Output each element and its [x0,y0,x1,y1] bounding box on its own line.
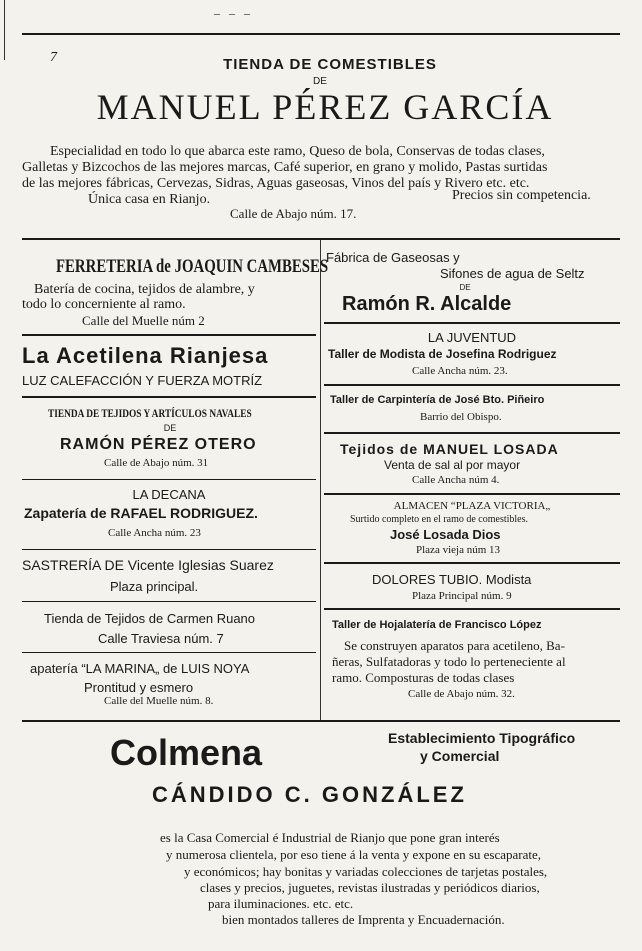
sastreria-address: Plaza principal. [110,579,199,594]
juventud-line: Taller de Modista de Josefina Rodriguez [328,347,557,361]
left-rule-2 [22,396,316,398]
left-rule-1 [22,334,316,336]
tubio-line: DOLORES TUBIO. Modista [372,572,532,587]
main-ad-de: DE [313,76,327,87]
main-ad-precios: Precios sin competencia. [452,188,591,203]
tejidos-navales-owner: RAMÓN PÉREZ OTERO [60,436,257,453]
almacen-address: Plaza vieja núm 13 [416,544,501,556]
right-rule-4 [324,493,620,495]
marina-line-2: Prontitud y esmero [84,680,194,695]
main-ad-owner: MANUEL PÉREZ GARCÍA [96,87,554,127]
tejidos-navales-title: TIENDA DE TEJIDOS Y ARTÍCULOS NAVALES [48,406,252,420]
hojalateria-address: Calle de Abajo núm. 32. [408,688,515,700]
decana-line: Zapatería de RAFAEL RODRIGUEZ. [24,505,258,521]
colmena-line-3: y económicos; hay bonitas y variadas colecciones de tarjetas postales, [184,864,548,879]
almacen-owner: José Losada Dios [390,527,501,542]
main-ad-unica: Única casa en Rianjo. [88,192,211,207]
left-margin-line [4,0,5,60]
gaseosas-de: DE [459,283,471,292]
gaseosas-owner: Ramón R. Alcalde [342,293,512,315]
left-rule-6 [22,652,316,653]
right-rule-6 [324,608,620,610]
colmena-establecimiento-2: y Comercial [420,748,500,764]
section-rule-1 [22,238,620,240]
losada-line-2: Venta de sal al por mayor [384,458,521,472]
marina-address: Calle del Muelle núm. 8. [104,695,214,707]
tejidos-navales-de: DE [163,423,177,433]
losada-line: Tejidos de MANUEL LOSADA [340,441,559,457]
almacen-line: Surtido completo en el ramo de comestibles. [350,514,529,525]
corner-mark: 7 [50,50,57,65]
colmena-line-5: para iluminaciones. etc. etc. [208,896,354,911]
losada-address: Calle Ancha núm 4. [412,474,500,486]
ruano-address: Calle Traviesa núm. 7 [98,631,224,646]
tejidos-navales-address: Calle de Abajo núm. 31 [104,457,209,469]
colmena-line-6: bien montados talleres de Imprenta y Encuadernación. [222,912,505,927]
left-rule-5 [22,601,316,602]
colmena-line-4: clases y precios, juguetes, revistas ilustradas y periódicos diarios, [200,880,540,895]
main-ad-line-2: Galletas y Bizcochos de las mejores marcas, Café superior, en grano y molido, Pastas surtidas [22,160,548,175]
acetilena-title: La Acetilena Rianjesa [22,343,269,368]
top-dashes: – – – [214,6,253,20]
decana-title: LA DECANA [132,487,206,502]
top-rule [22,33,620,35]
right-rule-1 [324,322,620,324]
ferreteria-title: FERRETERIA de JOAQUIN CAMBESES [56,256,329,277]
colmena-line-1: es la Casa Comercial é Industrial de Rianjo que pone gran interés [160,830,500,845]
tubio-address: Plaza Principal núm. 9 [412,590,512,602]
column-divider [320,240,321,720]
main-ad-line-1: Especialidad en todo lo que abarca este ramo, Queso de bola, Conservas de todas clases, [50,144,545,159]
ferreteria-line-1: Batería de cocina, tejidos de alambre, y [34,282,255,297]
left-rule-4 [22,549,316,550]
section-rule-2 [22,720,620,722]
colmena-brand: Colmena [110,732,263,773]
hojalateria-line: Taller de Hojalatería de Francisco López [332,619,542,631]
acetilena-subtitle: LUZ CALEFACCIÓN Y FUERZA MOTRÍZ [22,373,263,388]
marina-line: apatería “LA MARINA„ de LUIS NOYA [30,661,250,676]
main-ad-address: Calle de Abajo núm. 17. [230,206,357,221]
juventud-title: LA JUVENTUD [427,330,517,345]
decana-address: Calle Ancha núm. 23 [108,527,201,539]
main-ad-line-3: de las mejores fábricas, Cervezas, Sidras, Aguas gaseosas, Vinos del país y Rivero etc. etc. [22,176,530,191]
main-ad-heading: TIENDA DE COMESTIBLES [223,56,437,73]
hojalateria-text-2: ñeras, Sulfatadoras y todo lo perteneciente al [332,654,566,669]
sastreria-line: SASTRERÍA DE Vicente Iglesias Suarez [22,557,274,573]
gaseosas-line-2: Sifones de agua de Seltz [440,266,585,281]
colmena-establecimiento-1: Establecimiento Tipográfico [388,730,576,746]
hojalateria-text-3: ramo. Composturas de todas clases [332,670,515,685]
juventud-address: Calle Ancha núm. 23. [412,365,508,377]
right-rule-2 [324,384,620,386]
colmena-line-2: y numerosa clientela, por eso tiene á la venta y expone en su escaparate, [166,847,542,862]
carpinteria-line: Taller de Carpintería de José Bto. Piñeiro [330,394,545,406]
right-rule-5 [324,562,620,564]
ruano-line: Tienda de Tejidos de Carmen Ruano [44,611,256,626]
carpinteria-address: Barrio del Obispo. [420,411,502,423]
gaseosas-line-1: Fábrica de Gaseosas y [326,250,460,265]
right-rule-3 [324,432,620,434]
ferreteria-line-2: todo lo concerniente al ramo. [22,297,186,312]
almacen-title: ALMACEN “PLAZA VICTORIA„ [393,500,551,512]
colmena-owner: CÁNDIDO C. GONZÁLEZ [152,782,467,807]
ferreteria-address: Calle del Muelle núm 2 [82,313,205,328]
hojalateria-text-1: Se construyen aparatos para acetileno, Ba- [344,638,565,653]
left-rule-3 [22,479,316,480]
